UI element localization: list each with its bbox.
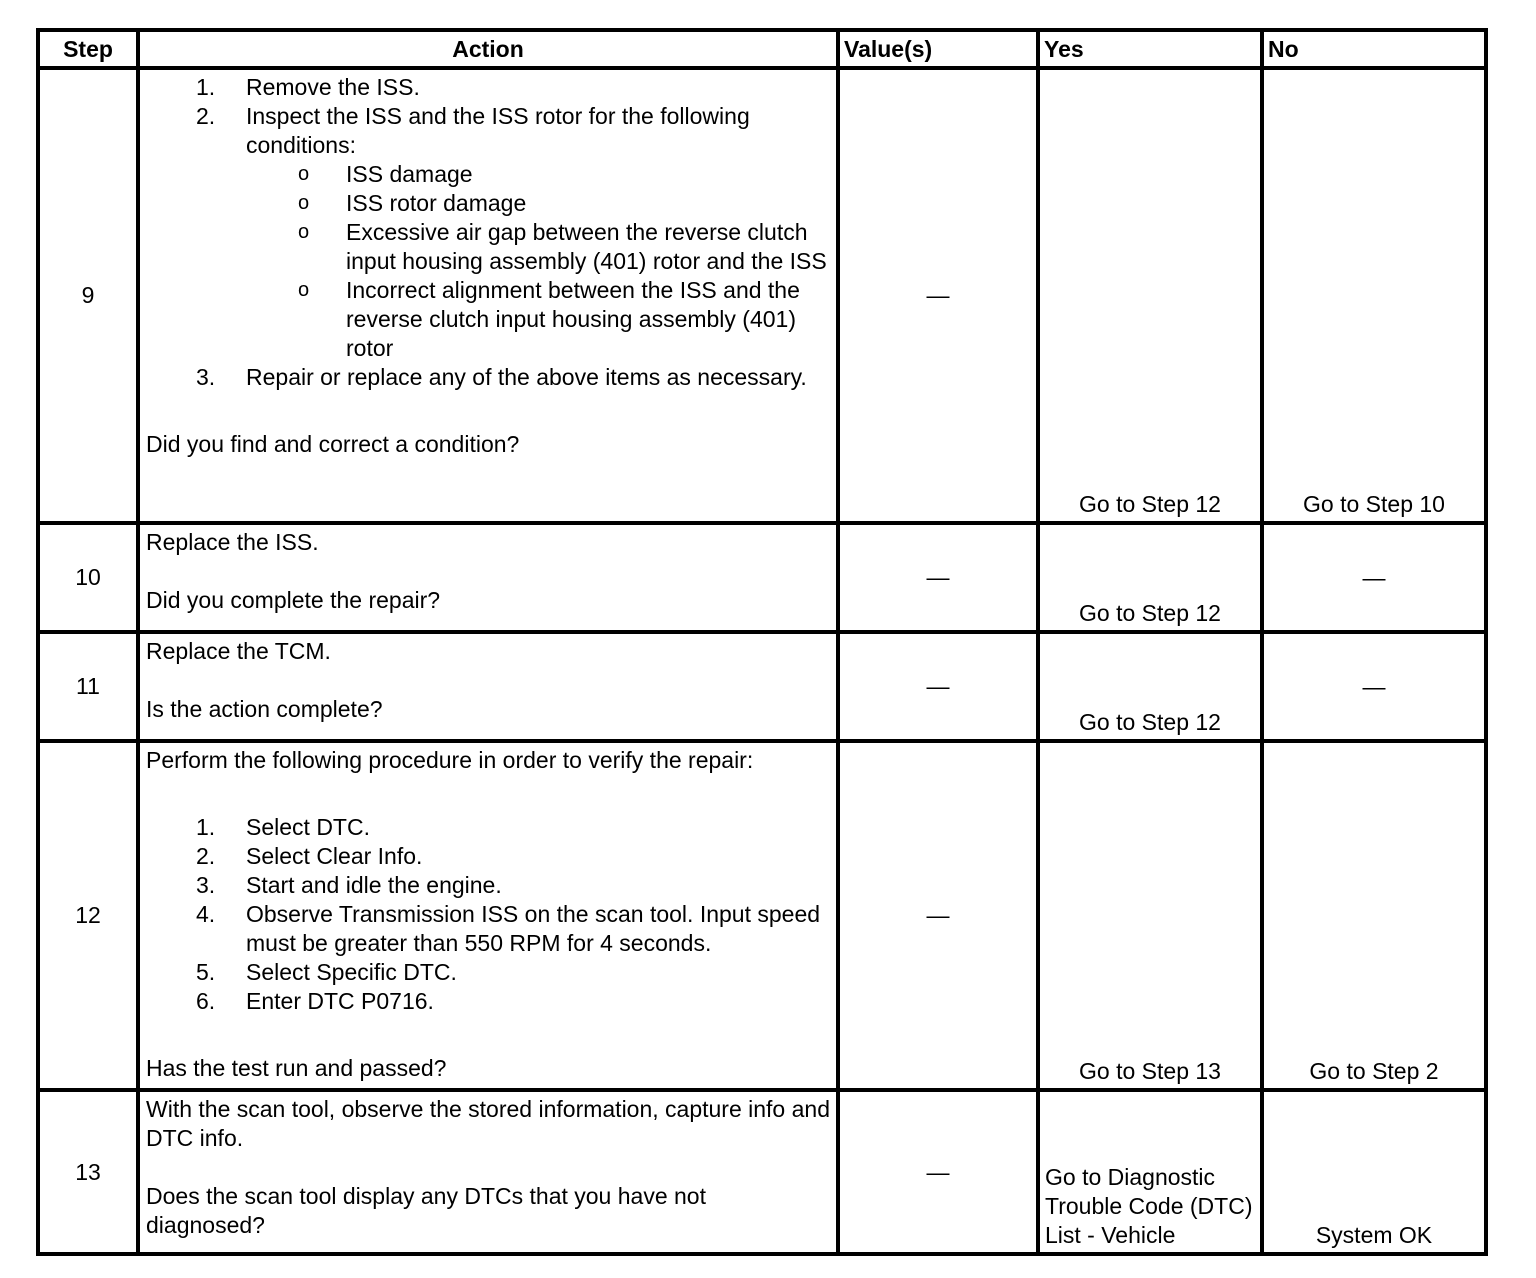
question-text: Is the action complete? (146, 696, 383, 722)
yes-go-to-step-12-link[interactable]: Go to Step 12 (1079, 709, 1221, 735)
list-item (146, 987, 830, 1016)
header-action: Action (138, 30, 838, 68)
no-go-to-step-10-link[interactable]: Go to Step 10 (1303, 491, 1445, 517)
value-cell: — (838, 741, 1038, 1090)
question-text: Did you find and correct a condition? (146, 431, 520, 457)
value-cell: — (838, 1090, 1038, 1254)
bullet-icon: o (298, 279, 310, 301)
list-number: 4. (196, 901, 216, 927)
list-text: Inspect the ISS and the ISS rotor for the following conditions: (246, 103, 750, 158)
no-value: — (1362, 673, 1386, 699)
action-text: With the scan tool, observe the stored information, capture info and DTC info. (146, 1096, 830, 1151)
table-row-step-13 (38, 1090, 1486, 1254)
numbered-list (146, 73, 830, 392)
list-number: 6. (196, 988, 216, 1014)
table-row-step-12 (38, 741, 1486, 1090)
step-number: 11 (38, 632, 138, 741)
sub-list-text: ISS rotor damage (346, 190, 527, 216)
list-number: 1. (196, 74, 216, 100)
yes-go-to-step-13-link[interactable]: Go to Step 13 (1079, 1058, 1221, 1084)
header-step: Step (38, 30, 138, 68)
action-text: Replace the TCM. (146, 638, 331, 664)
sub-list (246, 160, 830, 363)
no-go-to-step-2-link[interactable]: Go to Step 2 (1309, 1058, 1439, 1084)
list-item (146, 102, 830, 363)
list-number: 5. (196, 959, 216, 985)
no-cell (1262, 1090, 1486, 1254)
list-item (146, 958, 830, 987)
header-yes: Yes (1038, 30, 1262, 68)
sub-list-item (246, 276, 830, 363)
list-number: 3. (196, 364, 216, 390)
bullet-icon: o (298, 221, 310, 243)
sub-list-text: Excessive air gap between the reverse clutch input housing assembly (401) rotor and the ISS (346, 219, 827, 274)
list-text: Remove the ISS. (246, 74, 420, 100)
value-cell: — (838, 523, 1038, 632)
header-row (38, 30, 1486, 68)
list-item (146, 871, 830, 900)
yes-go-to-step-12-link[interactable]: Go to Step 12 (1079, 491, 1221, 517)
question-text: Did you complete the repair? (146, 587, 441, 613)
list-text: Select Clear Info. (246, 843, 423, 869)
yes-go-to-step-12-link[interactable]: Go to Step 12 (1079, 600, 1221, 626)
action-cell (138, 68, 838, 523)
table-row-step-11 (38, 632, 1486, 741)
diagnostic-table-sheet (36, 28, 1484, 1258)
sub-list-text: Incorrect alignment between the ISS and the reverse clutch input housing assembly (401) rotor (346, 277, 800, 361)
action-cell (138, 632, 838, 741)
sub-list-text: ISS damage (346, 161, 473, 187)
sub-list-item (246, 189, 830, 218)
list-text: Start and idle the engine. (246, 872, 502, 898)
question-text: Has the test run and passed? (146, 1055, 447, 1081)
bullet-icon: o (298, 163, 310, 185)
no-cell (1262, 741, 1486, 1090)
list-number: 2. (196, 843, 216, 869)
value-cell: — (838, 68, 1038, 523)
step-number: 13 (38, 1090, 138, 1254)
table-row-step-9 (38, 68, 1486, 523)
no-cell (1262, 523, 1486, 632)
list-text: Repair or replace any of the above items as necessary. (246, 364, 807, 390)
sub-list-item (246, 218, 830, 276)
list-item (146, 900, 830, 958)
list-item (146, 363, 830, 392)
header-no: No (1262, 30, 1486, 68)
action-text: Perform the following procedure in order to verify the repair: (146, 747, 754, 773)
yes-cell (1038, 632, 1262, 741)
yes-cell (1038, 68, 1262, 523)
bullet-icon: o (298, 192, 310, 214)
yes-cell (1038, 741, 1262, 1090)
list-number: 2. (196, 103, 216, 129)
list-item (146, 813, 830, 842)
yes-go-to-dtc-list-link[interactable]: Go to Diagnostic Trouble Code (DTC) List - Vehicle (1045, 1164, 1253, 1248)
list-text: Select Specific DTC. (246, 959, 457, 985)
no-value: — (1362, 564, 1386, 590)
table-row-step-10 (38, 523, 1486, 632)
value-cell: — (838, 632, 1038, 741)
list-text: Select DTC. (246, 814, 370, 840)
list-number: 1. (196, 814, 216, 840)
header-values: Value(s) (838, 30, 1038, 68)
step-number: 10 (38, 523, 138, 632)
action-text: Replace the ISS. (146, 529, 319, 555)
no-system-ok: System OK (1315, 1222, 1433, 1248)
step-number: 12 (38, 741, 138, 1090)
no-cell (1262, 68, 1486, 523)
list-text: Observe Transmission ISS on the scan tool. Input speed must be greater than 550 RPM for 4 seconds. (246, 901, 821, 956)
list-item (146, 842, 830, 871)
action-cell (138, 741, 838, 1090)
diagnostic-steps-table (36, 28, 1488, 1256)
question-text: Does the scan tool display any DTCs that you have not diagnosed? (146, 1183, 706, 1238)
yes-cell (1038, 1090, 1262, 1254)
step-number: 9 (38, 68, 138, 523)
action-cell (138, 523, 838, 632)
yes-cell (1038, 523, 1262, 632)
sub-list-item (246, 160, 830, 189)
no-cell (1262, 632, 1486, 741)
list-number: 3. (196, 872, 216, 898)
list-item (146, 73, 830, 102)
list-text: Enter DTC P0716. (246, 988, 434, 1014)
numbered-list (146, 813, 830, 1016)
action-cell (138, 1090, 838, 1254)
